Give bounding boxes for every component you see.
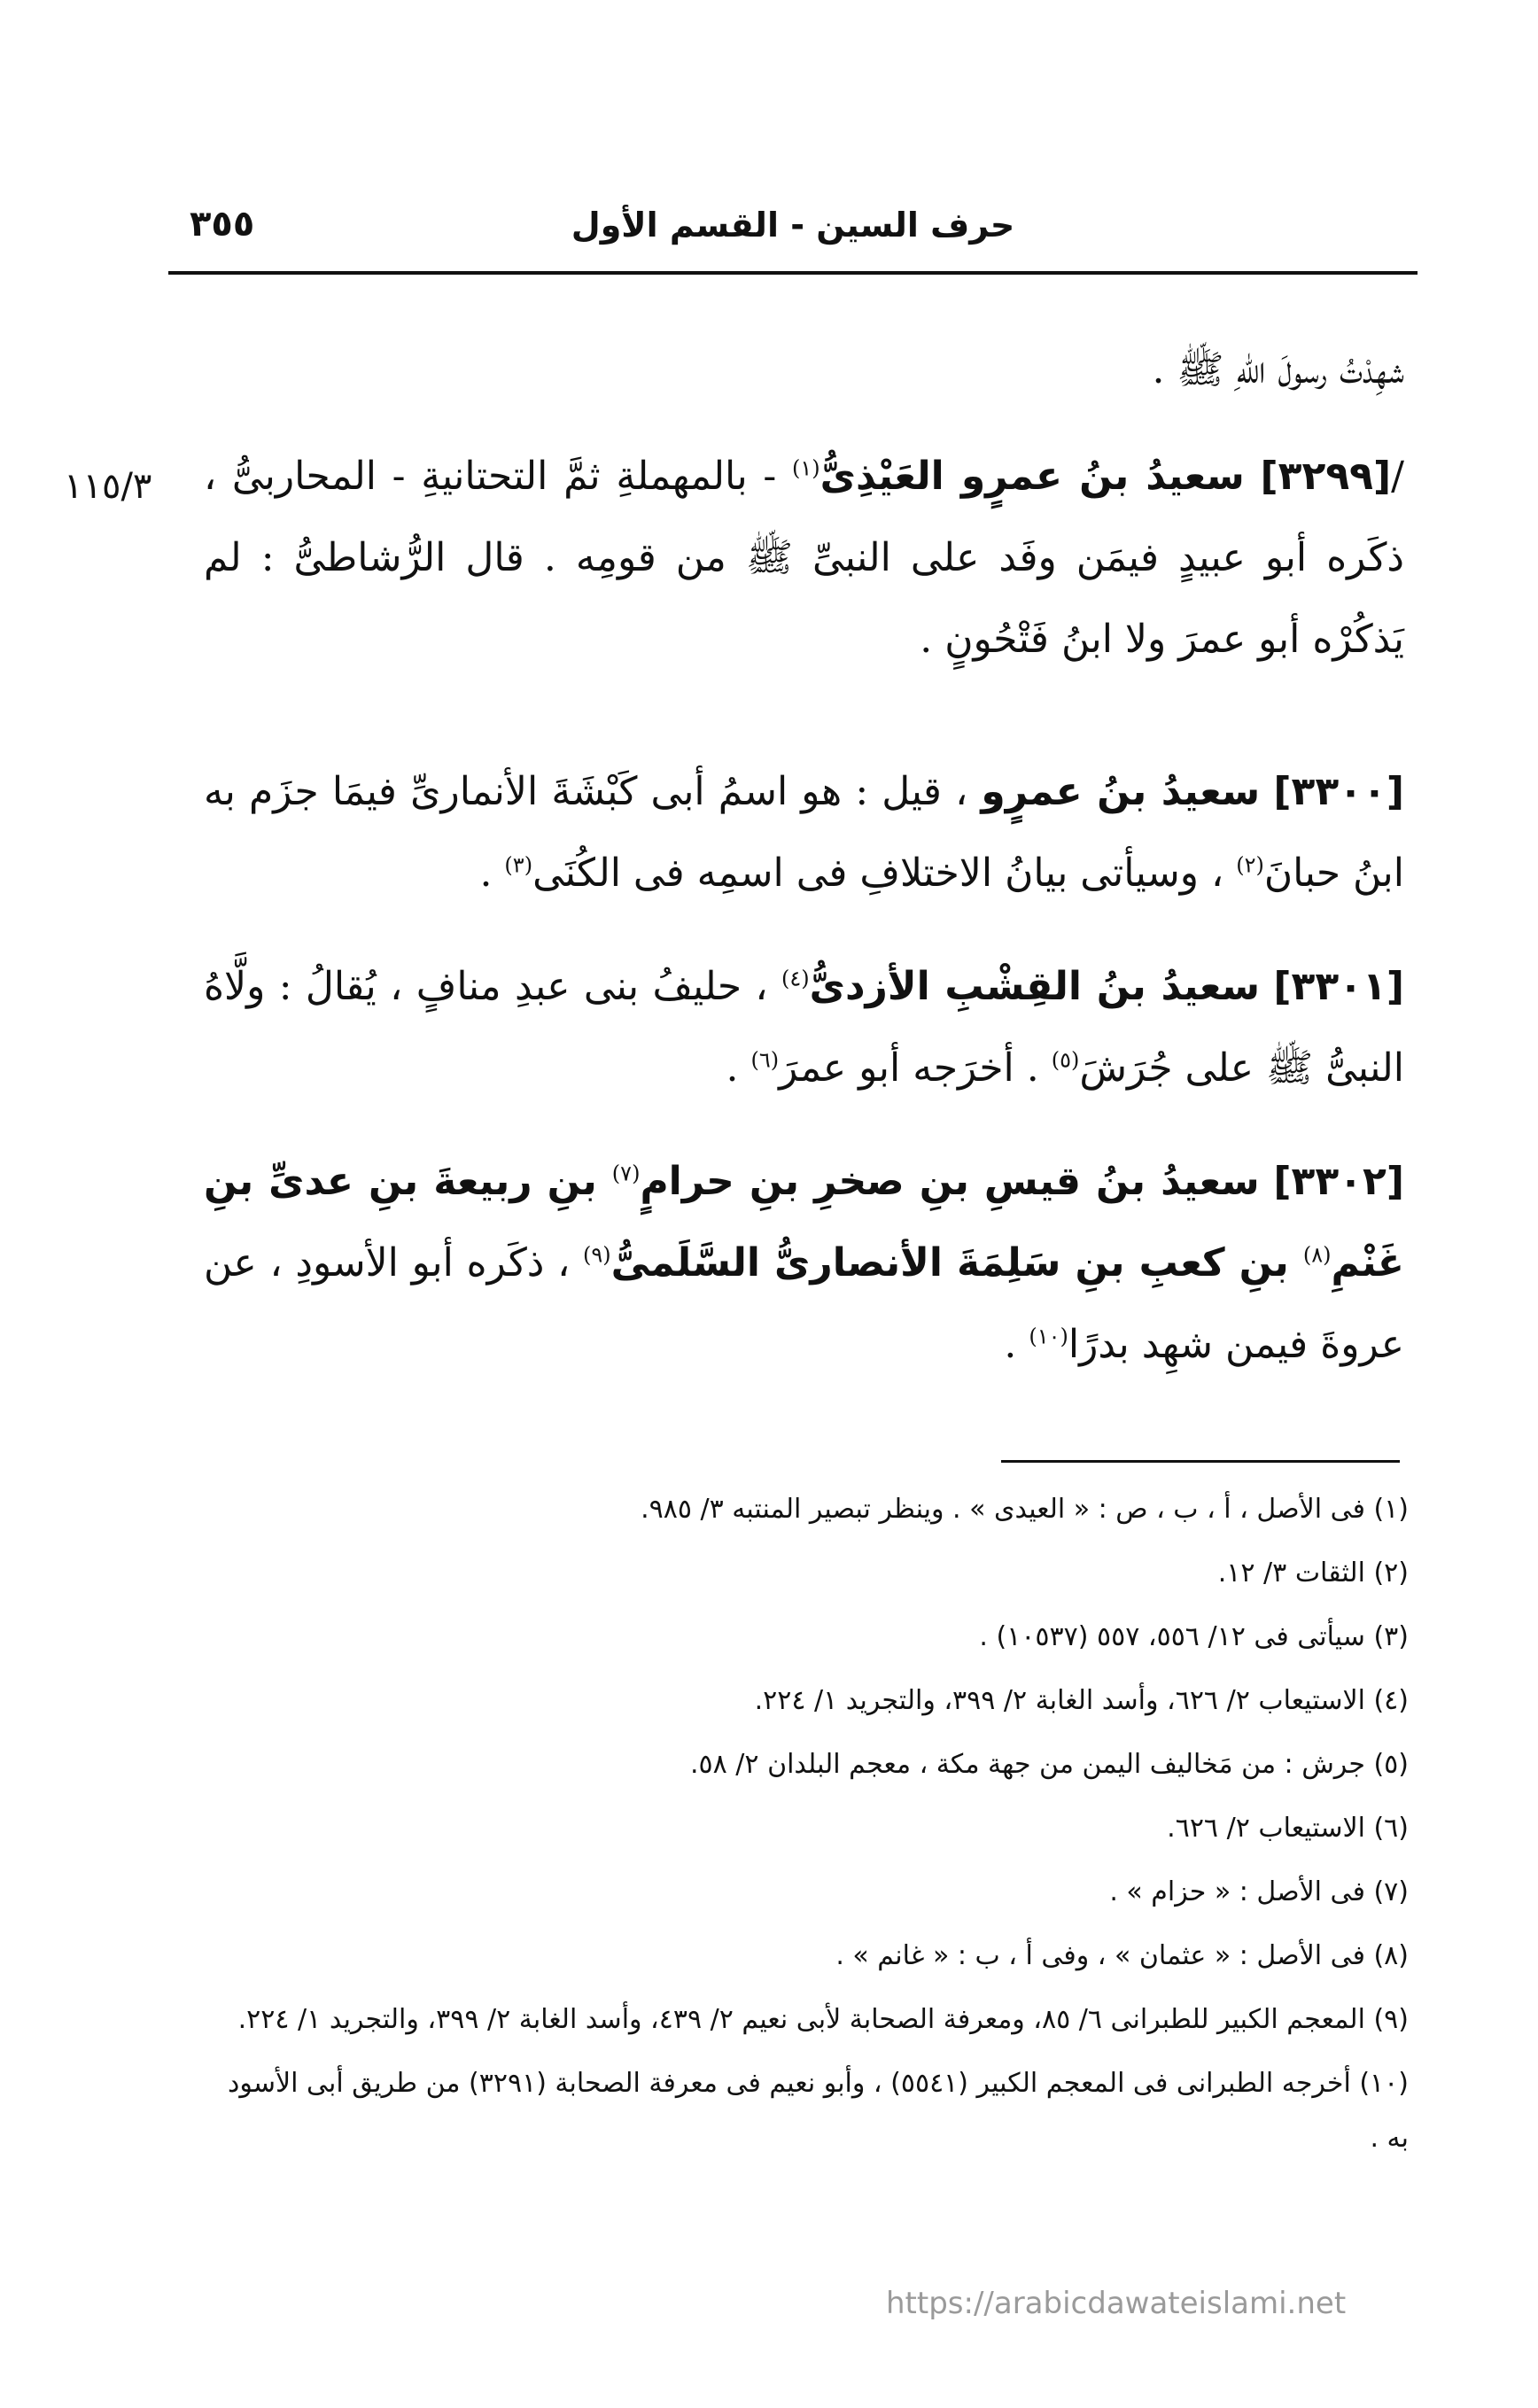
footnote-ref: (١) <box>791 455 820 481</box>
entry-number: [٣٣٠١] <box>1273 964 1404 1009</box>
entry-text: . <box>1004 1322 1029 1367</box>
entry-3301 <box>204 946 1404 1109</box>
footnote-ref: (٨) <box>1302 1242 1332 1268</box>
footnote-4: (٤) الاستيعاب ٢/ ٦٢٦، وأسد الغابة ٢/ ٣٩٩، والتجريد ١/ ٢٢٤. <box>754 1685 1409 1716</box>
footnote-1: (١) فى الأصل ، أ ، ب ، ص : « العيدى » . وينظر تبصير المنتبه ٣/ ٩٨٥. <box>641 1494 1409 1525</box>
entry-name: بنِ ربيعةَ بنِ عدىِّ بنِ غَنْمِ <box>204 1159 1404 1286</box>
entry-name: سعيدُ بنُ عمرٍو <box>981 769 1261 814</box>
entry-text: - بالمهملةِ ثمَّ التحتانيةِ - المحاربىُّ ، ذكَره أبو عبيدٍ فيمَن وفَد على النبىِّ ﷺ من قومِه . قال الرُّشاطىُّ : لم يَذكُرْه أبو عمرَ ولا ابنُ فَتْحُونٍ . <box>204 454 1404 662</box>
entry-text: ، قيل : هو اسمُ أبى كَبْشَةَ الأنمارىِّ فيمَا جزَم به ابنُ حبانَ <box>204 769 1404 896</box>
footnote-8: (٨) فى الأصل : « عثمان » ، وفى أ ، ب : « غانم » . <box>835 1940 1409 1971</box>
entry-name: سعيدُ بنُ قيسِ بنِ صخرِ بنِ حرامٍ <box>640 1159 1260 1204</box>
footnote-ref: (٢) <box>1236 852 1264 878</box>
entry-text: . <box>726 1045 751 1091</box>
footnotes <box>204 1478 1409 2171</box>
footnote-ref: (٥) <box>1051 1047 1080 1073</box>
footnote-5: (٥) جرش : من مَخاليف اليمن من جهة مكة ، معجم البلدان ٢/ ٥٨. <box>689 1749 1409 1780</box>
entry-3299 <box>204 436 1404 680</box>
entry-name: بنِ كعبِ بنِ سَلِمَةَ الأنصارىُّ السَّلَمىُّ <box>610 1240 1303 1286</box>
footnote-2: (٢) الثقات ٣/ ١٢. <box>1217 1557 1409 1589</box>
footnote-ref: (٣) <box>504 852 533 878</box>
entry-name: سعيدُ بنُ عمرٍو العَيْذِىُّ <box>819 454 1245 499</box>
entry-number: [٣٣٠٠] <box>1273 769 1404 814</box>
paragraph-text: شهِدْتُ رسولَ اللّهِ ﷺ . <box>1152 347 1404 392</box>
entry-text: . <box>479 851 505 896</box>
footnote-9: (٩) المعجم الكبير للطبرانى ٦/ ٨٥، ومعرفة الصحابة لأبى نعيم ٢/ ٤٣٩، وأسد الغابة ٢/ ٣٩٩، والتجريد ١/ ٢٢٤. <box>237 2004 1409 2035</box>
entry-number: [٣٢٩٩] <box>1260 454 1392 499</box>
entry-3302 <box>204 1141 1404 1386</box>
page-number: ٣٥٥ <box>190 204 255 245</box>
footnote-ref: (٩) <box>583 1242 611 1268</box>
entry-text: ، ذكَره أبو الأسودِ ، عن عروةَ فيمن شهِد بدرًا <box>204 1240 1404 1367</box>
paragraph-continuation <box>204 330 1404 411</box>
footnote-ref: (٤) <box>781 966 810 991</box>
header-title: حرف السين - القسم الأول <box>571 206 1015 245</box>
header-rule <box>168 271 1418 275</box>
footnote-ref: (٧) <box>611 1161 641 1186</box>
margin-reference: ١١٥/٣ <box>64 466 152 507</box>
footnote-ref: (٦) <box>750 1047 780 1073</box>
footnote-3: (٣) سيأتى فى ١٢/ ٥٥٦، ٥٥٧ (١٠٥٣٧) . <box>979 1621 1409 1652</box>
entry-text: ، حليفُ بنى عبدِ منافٍ ، يُقالُ : ولَّاهُ النبىُّ ﷺ على جُرَشَ <box>204 964 1404 1091</box>
footnote-7: (٧) فى الأصل : « حزام » . <box>1109 1876 1409 1907</box>
entry-prefix: / <box>1391 454 1404 499</box>
footnote-ref: (١٠) <box>1029 1324 1068 1349</box>
entry-text: ، وسيأتى بيانُ الاختلافِ فى اسمِه فى الكُنَى <box>532 851 1237 896</box>
entry-number: [٣٣٠٢] <box>1273 1159 1404 1204</box>
entry-3300 <box>204 751 1404 914</box>
footnote-separator <box>1001 1460 1400 1463</box>
entry-name: سعيدُ بنُ القِشْبِ الأزدىُّ <box>809 964 1260 1009</box>
running-header <box>168 206 1418 268</box>
watermark-url: https://arabicdawateislami.net <box>886 2286 1347 2321</box>
entry-text: . أخرَجه أبو عمرَ <box>779 1045 1052 1091</box>
footnote-10: (١٠) أخرجه الطبرانى فى المعجم الكبير (٥٥٤١) ، وأبو نعيم فى معرفة الصحابة (٣٢٩١) من طريق أبى الأسود به . <box>228 2068 1409 2154</box>
footnote-6: (٦) الاستيعاب ٢/ ٦٢٦. <box>1167 1813 1409 1844</box>
